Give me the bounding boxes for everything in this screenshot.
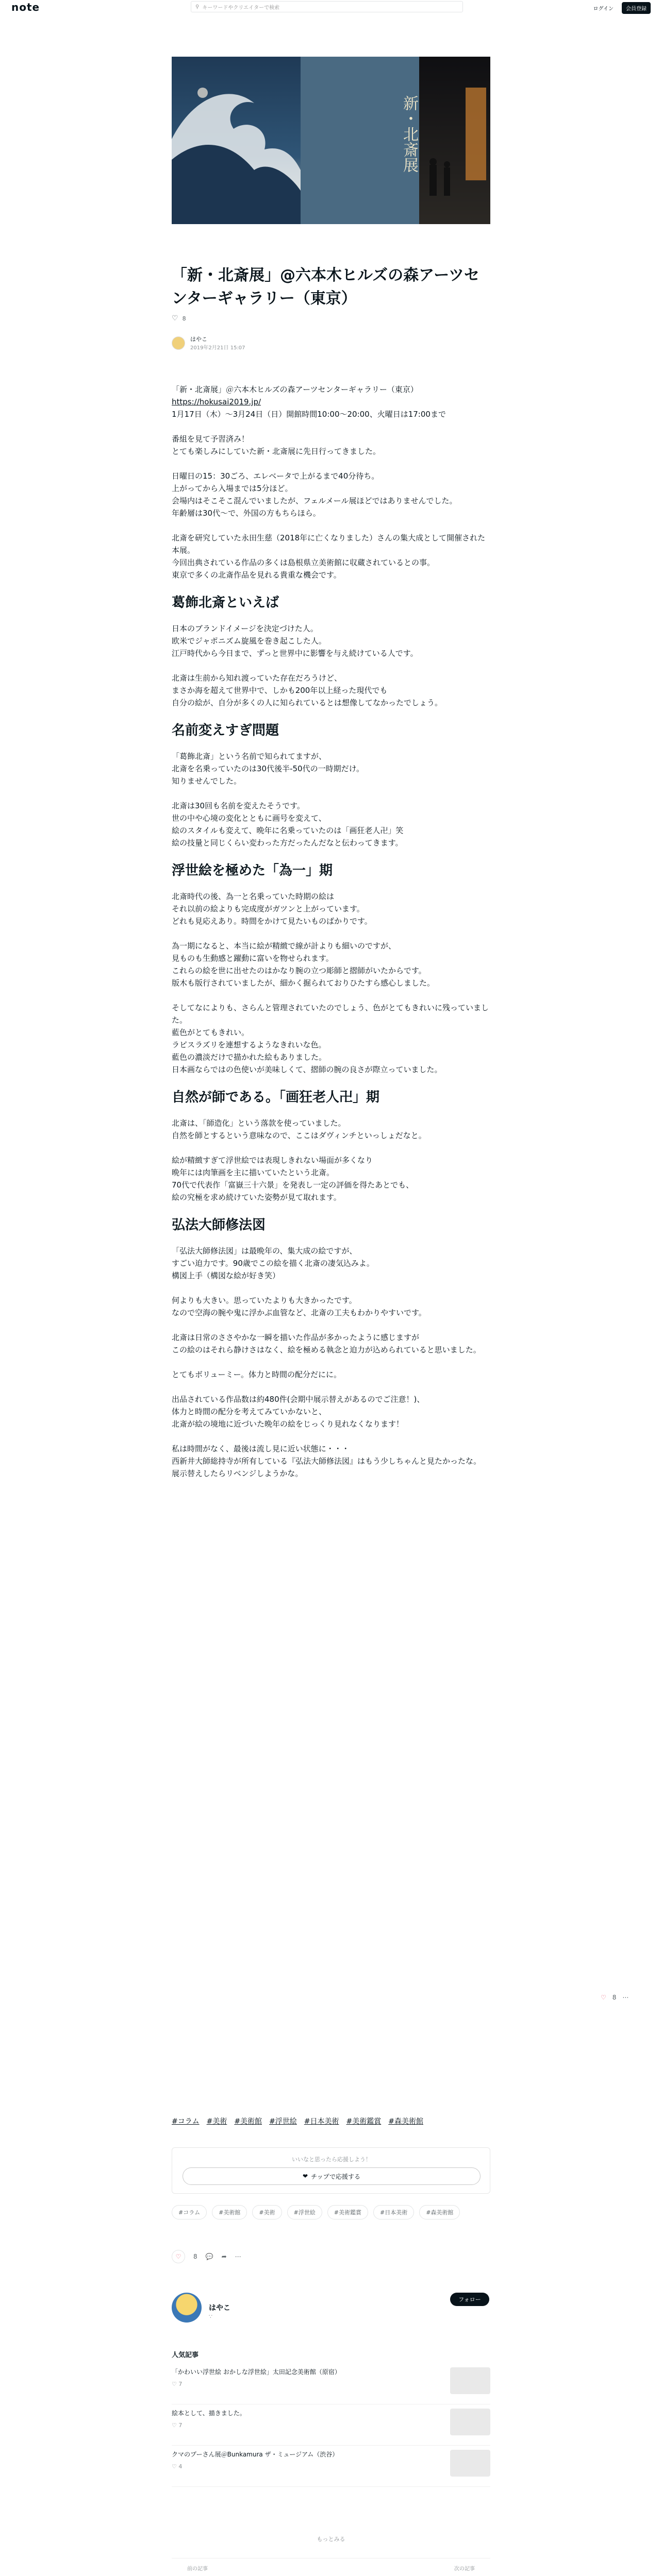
tag-pill[interactable]: #日本美術 [373, 2205, 414, 2219]
paragraph: 「弘法大師修法図」は最晩年の、集大成の絵ですが、 すごい迫力です。90歳でこの絵を描く北斎の凄気込みよ。 構図上手（構図な絵が好き笑） [172, 1246, 374, 1280]
prev-label: 前の記事 [187, 2566, 208, 2572]
heart-icon: ♡ [172, 2381, 179, 2387]
register-button[interactable]: 会員登録 [622, 2, 651, 14]
heart-icon: ♡ [172, 2463, 179, 2470]
search-placeholder: キーワードやクリエイターで検索 [202, 5, 280, 11]
hashtag-link[interactable]: #日本美術 [304, 2117, 339, 2126]
tip-icon: ❤ [302, 2173, 308, 2180]
popular-articles [172, 2349, 490, 2491]
paragraph: 「葛飾北斎」という名前で知られてますが、 北斎を名乗っていたのは30代後半-50代の一時期だけ。 知りませんでした。 [172, 752, 364, 786]
more-icon[interactable]: ⋯ [235, 2253, 241, 2260]
paragraph: 番組を見て予習済み！ とても楽しみにしていた新・北斎展に先日行ってきました。 [172, 434, 381, 456]
section-heading: 浮世絵を極めた「為一」期 [172, 863, 333, 878]
avatar[interactable] [172, 336, 185, 350]
paragraph: 日本のブランドイメージを決定づけた人。 欧米でジャポニズム旋風を巻き起こした人。 江戸時代から今日まで、ずっと世界中に影響を与え続けている人です。 [172, 624, 418, 658]
note-logo[interactable]: note [11, 1, 40, 13]
tip-button[interactable] [183, 2167, 481, 2185]
section-heading: 葛飾北斎といえば [172, 595, 279, 611]
exhibition-link[interactable]: https://hokusai2019.jp/ [172, 397, 261, 406]
paragraph: 北斎は生前から知れ渡っていた存在だろうけど、 まさか海を超えて世界中で、しかも200年以上経った現代でも 自分の絵が、自分が多くの人に知られているとは想像してなかったでしょう。 [172, 673, 443, 707]
prev-article-link[interactable] [172, 2558, 331, 2576]
tag-pill[interactable]: #コラム [172, 2205, 207, 2219]
follow-button[interactable]: フォロー [450, 2293, 489, 2306]
tag-pill[interactable]: #森美術館 [419, 2205, 460, 2219]
post-date: 2019年2月21日 15:07 [190, 345, 245, 351]
list-item[interactable] [172, 2367, 490, 2404]
section-heading: 名前変えすぎ問題 [172, 723, 279, 738]
paragraph: 北斎時代の後、為一と名乗っていた時期の絵は それ以前の絵よりも完成度がガツンと上がっています。 どれも見応えあり。時間をかけて見たいものばかりです。 [172, 892, 372, 926]
tag-pill[interactable]: #美術館 [212, 2205, 247, 2219]
like-count: 7 [178, 2422, 183, 2429]
author-name[interactable]: はやこ [190, 336, 207, 343]
popular-likes [172, 2463, 490, 2470]
more-icon[interactable]: ⋯ [622, 1994, 629, 2001]
tag-pill[interactable]: #美術鑑賞 [327, 2205, 368, 2219]
avatar[interactable] [172, 2293, 202, 2323]
article-actions [172, 2250, 241, 2263]
thumbnail [450, 2409, 490, 2435]
list-item[interactable] [172, 2450, 490, 2487]
like-button[interactable] [172, 2250, 185, 2263]
popular-likes [172, 2422, 490, 2429]
profile-name[interactable]: はやこ [209, 2304, 230, 2312]
login-button[interactable]: ログイン [593, 6, 614, 12]
hashtag-link[interactable]: #美術館 [234, 2117, 262, 2126]
paragraph: 為一期になると、本当に絵が精緻で線が計よりも細いのですが、 見ものも生動感と躍動に富いを物せられます。 これらの絵を世に出せたのはかなり腕の立つ彫師と摺師がいたからです。 版木も版行されていましたが、細かく掘られておりひたすら感心しました。 [172, 941, 435, 988]
author-profile [172, 2293, 490, 2323]
next-label: 次の記事 [454, 2566, 475, 2572]
paragraph: とてもボリューミー。体力と時間の配分だにに。 [172, 1370, 341, 1379]
tag-pill[interactable]: #浮世絵 [287, 2205, 322, 2219]
paragraph: 1月17日（木）〜3月24日（日）開館時間10:00〜20:00、火曜日は17:00まで [172, 410, 446, 419]
share-icon[interactable]: ➦ [221, 2253, 227, 2260]
hashtag-link[interactable]: #美術 [206, 2117, 227, 2126]
like-count: 8 [612, 1994, 617, 2001]
hashtag-link[interactable]: #森美術館 [388, 2117, 423, 2126]
floating-actions [601, 1994, 628, 2001]
popular-heading: 人気記事 [172, 2351, 199, 2359]
site-header [0, 0, 662, 14]
like-count: 8 [193, 2253, 197, 2260]
paragraph: 出品されている作品数は約480件(会期中展示替えがあるのでご注意！)、 体力と時間の配分を考えてみていかないと、 北斎が絵の境地に近づいた晩年の絵をじっくり見れなくなります！ [172, 1395, 425, 1429]
paragraph: 私は時間がなく、最後は流し見に近い状態に・・・ 西新井大師総持寺が所有している『弘法大師修法図』はもう少しちゃんと見たかったな。 展示替えしたらリベンジしようかな。 [172, 1444, 482, 1478]
section-heading: 自然が師である。「画狂老人卍」期 [172, 1090, 380, 1105]
heart-icon: ♡ [172, 2422, 179, 2429]
paragraph: 何よりも大きい。思っていたよりも大きかったです。 なので空海の腕や鬼に浮かぶ血管など、北斎の工夫もわかりやすいです。 [172, 1296, 426, 1317]
like-count: 7 [178, 2381, 183, 2387]
heart-icon: ♡ [175, 2253, 181, 2260]
article-navigation [172, 2558, 490, 2576]
tag-pill-list [172, 2205, 490, 2219]
tag-pill[interactable]: #美術 [252, 2205, 282, 2219]
list-item[interactable] [172, 2409, 490, 2446]
comment-icon[interactable]: 💬 [205, 2253, 213, 2260]
more-link[interactable]: もっとみる [317, 2536, 345, 2543]
support-box [172, 2147, 490, 2194]
rss-icon[interactable]: ∵ [209, 2313, 212, 2320]
heart-icon[interactable]: ♡ [601, 1994, 606, 2001]
heart-icon[interactable]: ♡ [172, 314, 178, 323]
great-wave-print [172, 57, 301, 224]
article-body [172, 383, 490, 1492]
popular-likes [172, 2381, 490, 2387]
paragraph: 「新・北斎展」＠六本木ヒルズの森アーツセンターギャラリー（東京） [172, 385, 418, 394]
paragraph: 北斎を研究していた永田生慈（2018年に亡くなりました）さんの集大成として開催された本展。 今回出典されている作品の多くは島根県立美術館に収蔵されているとの事。 東京で多くの北斎作品を見れる貴重な機会です。 [172, 533, 486, 580]
next-article-link[interactable] [331, 2558, 490, 2576]
paragraph: 絵が精緻すぎて浮世絵では表現しきれない場面が多くなり 晩年には肉筆画を主に描いていたという北斎。 70代で代表作「富嶽三十六景」を発表し一定の評価を得たあとでも、 絵の究極を求め続けていた姿勢が見て取れます。 [172, 1156, 414, 1202]
popular-title: 「かわいい浮世絵 おかしな浮世絵」太田記念美術館（原宿） [172, 2368, 341, 2376]
hashtag-link[interactable]: #浮世絵 [269, 2117, 297, 2126]
gallery-interior [419, 57, 490, 224]
hero-image [172, 57, 490, 224]
article-title: 「新・北斎展」@六本木ヒルズの森アーツセンターギャラリー（東京） [172, 266, 479, 308]
banner-text: 新・北斎展 [400, 95, 418, 173]
search-input[interactable] [191, 1, 463, 12]
thumbnail [450, 2450, 490, 2477]
support-caption: いいなと思ったら応援しよう！ [292, 2156, 371, 2163]
article-meta [172, 314, 490, 323]
popular-title: クマのプーさん展＠Bunkamura ザ・ミュージアム（渋谷） [172, 2451, 339, 2458]
like-count: 4 [178, 2463, 183, 2470]
popular-title: 絵本として、描きました。 [172, 2410, 246, 2417]
like-count: 8 [182, 315, 186, 322]
paragraph: 北斎は、「師造化」という落款を使っていました。 自然を師とするという意味なので、ここはダヴィンチといっしょだなと。 [172, 1118, 426, 1140]
paragraph: 北斎は日常のささやかな一瞬を描いた作品が多かったように感じますが この絵のはそれら静けさはなく、絵を極める執念と迫力が込められていると思いました。 [172, 1333, 481, 1354]
paragraph: 北斎は30回も名前を変えたそうです。 世の中や心境の変化とともに画号を変えて、 絵のスタイルも変えて、晩年に名乗っていたのは「画狂老人卍」笑 絵の技量と同じくらい変わった方だったんだなと伝わってきます。 [172, 801, 404, 848]
section-heading: 弘法大師修法図 [172, 1217, 266, 1233]
thumbnail [450, 2367, 490, 2394]
inline-tags [172, 2116, 490, 2126]
author-block [172, 335, 490, 351]
tip-button-label: チップで応援する [311, 2173, 361, 2180]
paragraph: そしてなによりも、さらんと管理されていたのでしょう、色がとてもきれいに残っていました。 藍色がとてもきれい。 ラピスラズリを連想するようなきれいな色。 藍色の濃淡だけで描かれた絵もありました。 日本画ならではの色使いが美味しくて、摺師の腕の良さが際立っていました。 [172, 1003, 489, 1074]
hashtag-link[interactable]: #コラム [172, 2117, 200, 2126]
search-icon: ⚲ [195, 4, 200, 10]
hashtag-link[interactable]: #美術鑑賞 [346, 2117, 382, 2126]
paragraph: 日曜日の15：30ごろ、エレベータで上がるまで40分待ち。 上がってから入場までは5分ほど。 会場内はそこそこ混んでいましたが、フェルメール展ほどではありませんでした。 年齢層は30代〜で、外国の方もちらほら。 [172, 471, 457, 518]
